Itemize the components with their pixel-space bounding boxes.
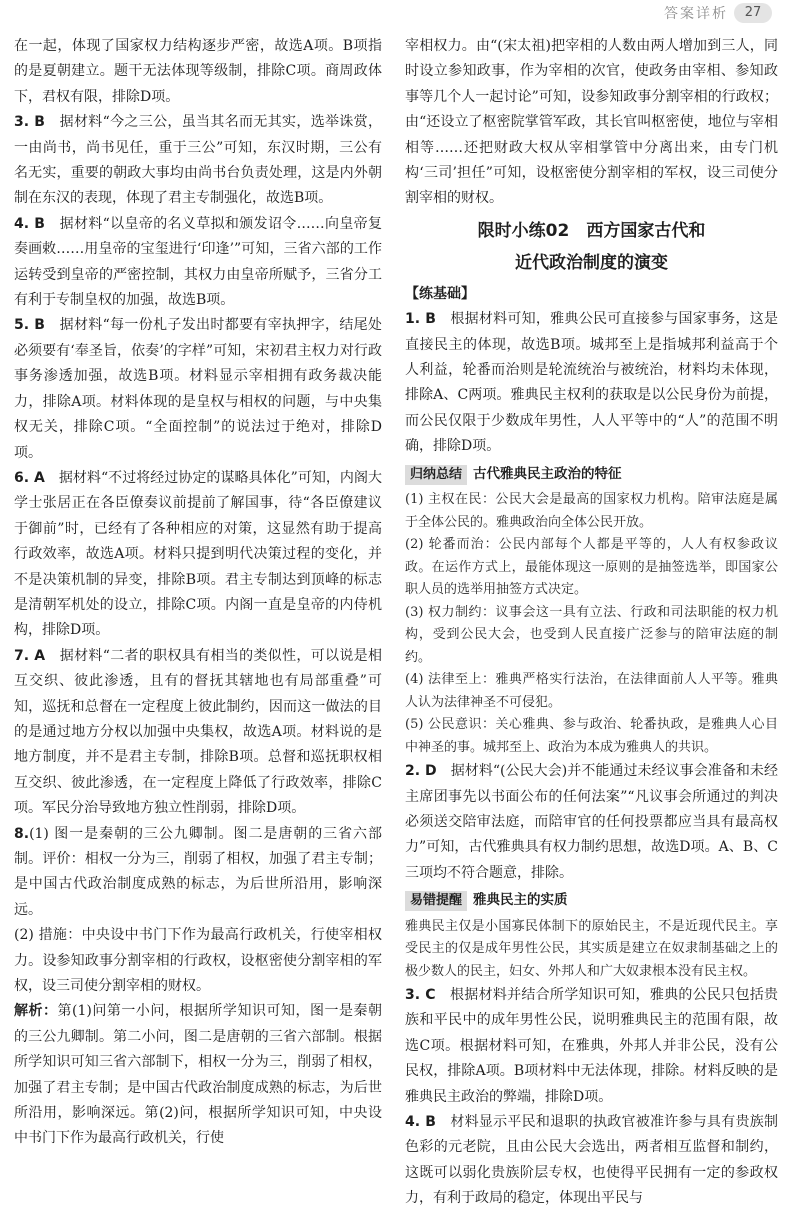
question-number: 4. B	[405, 1114, 436, 1131]
question-number: 3. C	[405, 987, 436, 1004]
question-number: 6. A	[14, 469, 45, 486]
question-number: 5. B	[14, 317, 45, 334]
answer-text: 根据材料并结合所学知识可知，雅典的公民只包括贵族和平民中的成年男性公民，说明雅典民主的范围有限，故选C项。根据材料可知，在雅典，外邦人并非公民，没有公民权，排除A项。B项材料中无法体现，排除。材料反映的是雅典民主政治的弊端，排除D项。	[405, 987, 778, 1105]
answer-8-part1	[14, 822, 382, 924]
summary-item: (3) 权力制约：议事会这一具有立法、行政和司法职能的权力机构，受到公民大会，也受到人民直接广泛参与的陪审法庭的制约。	[405, 604, 778, 665]
answer-5	[14, 313, 382, 465]
analysis-text: 第(1)问第一小问，根据所学知识可知，图一是秦朝的三公九卿制。第二小问，图二是唐朝的三省六部制。根据所学知识可知三省六部制下，相权一分为三，削弱了相权，加强了君主专制；是中国古代政治制度成熟的标志，为后世所沿用，影响深远。第(2)问，根据所学知识可知，中央设中书门下作为最高行政机关，行使	[14, 1003, 382, 1147]
question-number: 8.	[14, 825, 30, 842]
answer-text: 材料显示平民和退职的执政官被准许参与具有贵族制色彩的元老院，且由公民大会选出，两者相互监督和制约，这既可以弱化贵族阶层专权，也使得平民拥有一定的参政权力，有利于政局的稳定，体现出平民与	[405, 1114, 779, 1207]
answer-text: 据材料“以皇帝的名义草拟和颁发诏令……向皇帝复奏画敕……用皇帝的宝玺进行‘印逢’”可知，三省六部的工作运转受到皇帝的严密控制，其权力由皇帝所赋予，三省分工有利于专制皇权的加强，故选B项。	[14, 215, 383, 309]
question-number: 1. B	[405, 311, 436, 328]
answer-text: 据材料“(公民大会)并不能通过未经议事会准备和未经主席团事先以书面公布的任何法案”“凡议事会所通过的判决必须送交陪审法庭，而陪审官的任何投票都应当具有最高权力”可知，古代雅典具有权力制约思想，故选D项。A、B、C三项均不符合题意，排除。	[405, 763, 778, 881]
summary-item: (5) 公民意识：关心雅典、参与政治、轮番执政，是雅典人心目中神圣的事。城邦至上、政治为本成为雅典人的共识。	[405, 717, 778, 755]
answer-text: 根据材料可知，雅典公民可直接参与国家事务，这是直接民主的体现，故选B项。城邦至上是指城邦利益高于个人利益，轮番而治则是轮流统治与被统治，材料均未体现，排除A、C两项。雅典民主权利的获取是以公民身份为前提，而公民仅限于少数成年男性，人人平等中的“人”的范围不明确，排除D项。	[405, 311, 779, 455]
mistake-text: 雅典民主仅是小国寡民体制下的原始民主，不是近现代民主。享受民主的仅是成年男性公民，其实质是建立在奴隶制基础之上的极少数人的民主，妇女、外邦人和广大奴隶根本没有民主权。	[405, 918, 778, 979]
summary-item: (1) 主权在民：公民大会是最高的国家权力机构。陪审法庭是属于全体公民的。雅典政治向全体公民开放。	[405, 492, 778, 530]
paragraph: 宰相权力。由“(宋太祖)把宰相的人数由两人增加到三人，同时设立参知政事，作为宰相的次官，使政务由宰相、参知政事等几个人一起讨论”可知，设参知政事分割宰相的行政权；由“还设立了枢密院掌管军政，其长官叫枢密使，地位与宰相相等……还把财政大权从宰相掌管中分离出来，由专门机构‘三司’担任”可知，设枢密使分割宰相的军权，设三司使分割宰相的财权。	[405, 38, 778, 207]
analysis	[14, 999, 382, 1151]
page-number-badge: 27	[734, 3, 772, 23]
summary-tag: 归纳总结	[405, 465, 467, 485]
answer-3	[14, 110, 382, 212]
answer-4	[14, 212, 382, 314]
summary-title: 古代雅典民主政治的特征	[473, 465, 622, 482]
summary-heading	[405, 462, 778, 487]
answer-7	[14, 644, 382, 822]
question-number: 3. B	[14, 114, 45, 131]
practice-label: 【练基础】	[405, 285, 475, 302]
answer-text: 据材料“今之三公，虽当其名而无其实，选举诛赏，一由尚书，尚书见任，重于三公”可知，东汉时期，三公有名无实，重要的朝政大事均由尚书台负责处理，这是内外朝制在东汉的表现，体现了君主专制强化，故选B项。	[14, 114, 383, 207]
answer-text: 据材料“不过将经过协定的谋略具体化”可知，内阁大学士张居正在各臣僚奏议前提前了解国事，待“各臣僚建议于御前”时，已经有了各种相应的对策，这显然有助于提高行政效率，故选A项。材料只提到明代决策过程的变化，并不是决策机制的异变，排除B项。君主专制达到顶峰的标志是清朝军机处的设立，排除C项。内阁一直是皇帝的内侍机构，排除D项。	[14, 469, 382, 639]
question-number: 7. A	[14, 647, 46, 664]
page-header	[0, 0, 790, 26]
answer-text: 据材料“每一份札子发出时都要有宰执押字，结尾处必须要有‘奉圣旨，依奏’的字样”可知，宋初君主权力对行政事务渗透加强，故选B项。材料显示宰相拥有政务裁决能力，排除A项。材料体现的是皇权与相权的问题，与中央集权无关，排除C项。“全面控制”的说法过于绝对，排除D项。	[14, 317, 383, 461]
summary-item: (2) 轮番而治：公民内部每个人都是平等的，人人有权参政议政。在运作方式上，最能体现这一原则的是抽签选举，即国家公职人员的选举用抽签方式决定。	[405, 537, 778, 598]
answer-1	[405, 307, 778, 459]
answer-3	[405, 983, 778, 1110]
answer-8-part2: (2) 措施：中央设中书门下作为最高行政机关，行使宰相权力。设参知政事分割宰相的行政权，设枢密使分割宰相的军权，设三司使分割宰相的财权。	[14, 927, 382, 995]
question-number: 4. B	[14, 215, 45, 232]
right-column	[405, 34, 778, 1212]
question-number: 2. D	[405, 763, 437, 780]
answer-4	[405, 1110, 778, 1212]
answer-text: 据材料“二者的职权具有相当的类似性，可以说是相互交织、彼此渗透，且有的督抚其辖地也有局部重叠”可知，巡抚和总督在一定程度上彼此制约，因而这一做法的目的是通过地方分权以加强中央集权，故选A项。材料说的是地方制度，并不是君主专制，排除B项。总督和巡抚职权相互交织、彼此渗透，在一定程度上降低了行政效率，排除C项。军民分治导致地方独立性削弱，排除D项。	[14, 647, 383, 817]
analysis-label: 解析：	[14, 1003, 58, 1020]
section-title: 限时小练02 西方国家古代和	[477, 220, 706, 241]
left-column	[14, 34, 382, 1152]
section-subtitle: 近代政治制度的演变	[515, 252, 668, 273]
answer-text: (1) 图一是秦朝的三公九卿制。图二是唐朝的三省六部制。评价：相权一分为三，削弱了相权，加强了君主专制；是中国古代政治制度成熟的标志，为后世所沿用，影响深远。	[14, 825, 382, 918]
header-title: 答案详析	[664, 6, 728, 22]
answer-6	[14, 466, 382, 644]
mistake-heading	[405, 888, 778, 913]
mistake-tag: 易错提醒	[405, 891, 467, 911]
mistake-title: 雅典民主的实质	[473, 892, 568, 909]
summary-item: (4) 法律至上：雅典严格实行法治，在法律面前人人平等。雅典人认为法律神圣不可侵犯。	[405, 672, 778, 710]
answer-2	[405, 759, 778, 886]
paragraph: 在一起，体现了国家权力结构逐步严密，故选A项。B项指的是夏朝建立。题干无法体现等级制，排除C项。商周政体下，君权有限，排除D项。	[14, 38, 382, 105]
